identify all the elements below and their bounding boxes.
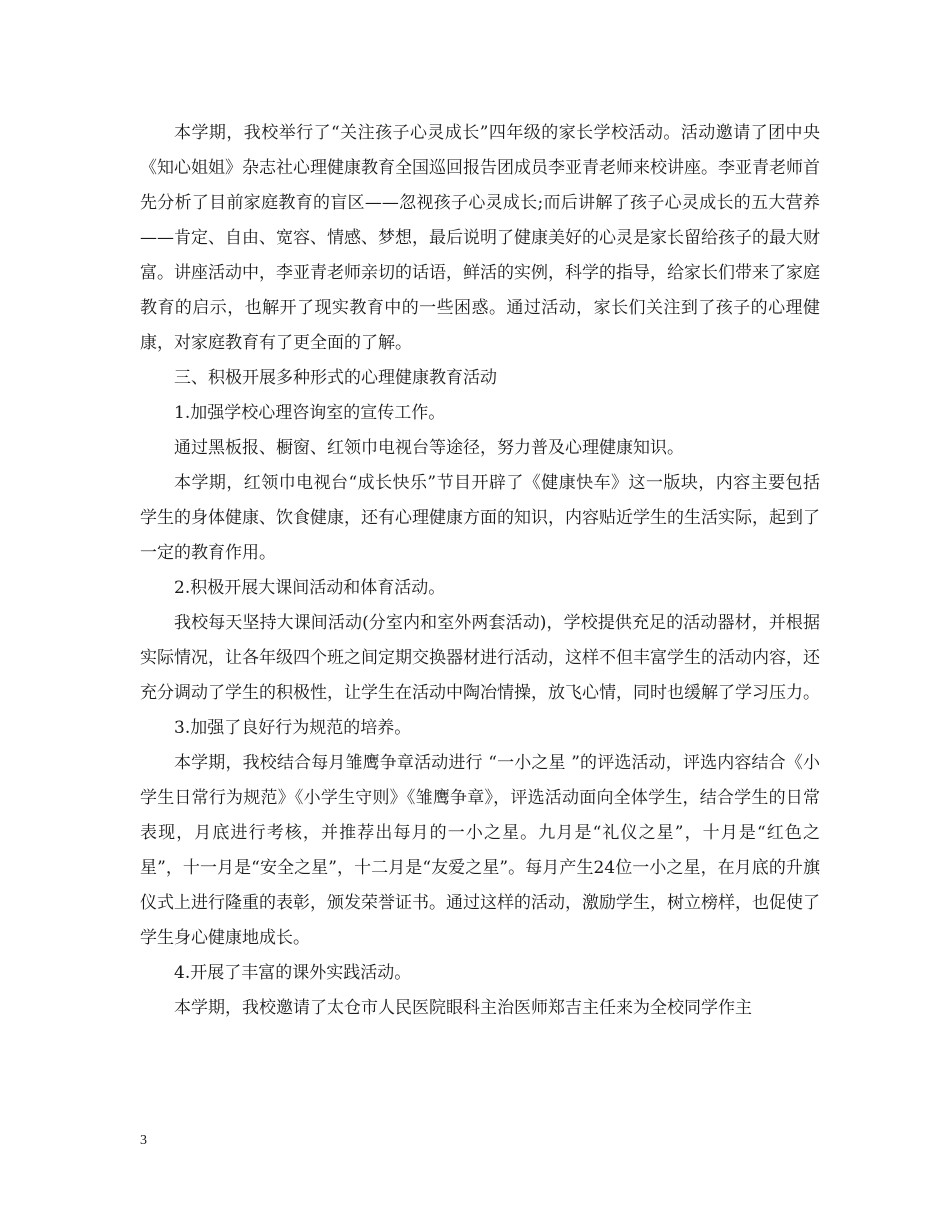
paragraph: 本学期，我校邀请了太仓市人民医院眼科主治医师郑吉主任来为全校同学作主 (174, 998, 752, 1018)
section-heading: 三、积极开展多种形式的心理健康教育活动 (174, 368, 497, 388)
paragraph: 通过黑板报、橱窗、红领巾电视台等途径，努力普及心理健康知识。 (174, 438, 684, 458)
page-number: 3 (140, 1133, 147, 1148)
paragraph: 本学期，红领巾电视台“成长快乐”节目开辟了《健康快车》这一版块，内容主要包括学生的身体健康、饮食健康，还有心理健康方面的知识，内容贴近学生的生活实际，起到了一定的教育作用。 (140, 473, 820, 563)
paragraph: 我校每天坚持大课间活动(分室内和室外两套活动)，学校提供充足的活动器材，并根据实际情况，让各年级四个班之间定期交换器材进行活动，这样不但丰富学生的活动内容，还充分调动了学生的积极性，让学生在活动中陶冶情操，放飞心情，同时也缓解了学习压力。 (140, 613, 820, 703)
subsection-heading: 2.积极开展大课间活动和体育活动。 (174, 578, 446, 598)
document-body (140, 116, 820, 1026)
subsection-heading: 3.加强了良好行为规范的培养。 (174, 718, 412, 738)
subsection-heading: 1.加强学校心理咨询室的宣传工作。 (174, 403, 446, 423)
paragraph: 本学期，我校举行了“关注孩子心灵成长”四年级的家长学校活动。活动邀请了团中央《知心姐姐》杂志社心理健康教育全国巡回报告团成员李亚青老师来校讲座。李亚青老师首先分析了目前家庭教育的盲区——忽视孩子心灵成长;而后讲解了孩子心灵成长的五大营养——肯定、自由、宽容、情感、梦想，最后说明了健康美好的心灵是家长留给孩子的最大财富。讲座活动中，李亚青老师亲切的话语，鲜活的实例，科学的指导，给家长们带来了家庭教育的启示，也解开了现实教育中的一些困惑。通过活动，家长们关注到了孩子的心理健康，对家庭教育有了更全面的了解。 (140, 123, 820, 353)
subsection-heading: 4.开展了丰富的课外实践活动。 (174, 963, 412, 983)
paragraph: 本学期，我校结合每月雏鹰争章活动进行 “一小之星 ”的评选活动，评选内容结合《小学生日常行为规范》《小学生守则》《雏鹰争章》，评选活动面向全体学生，结合学生的日常表现，月底进行考核，并推荐出每月的一小之星。九月是“礼仪之星”，十月是“红色之星”，十一月是“安全之星”，十二月是“友爱之星”。每月产生24位一小之星，在月底的升旗仪式上进行隆重的表彰，颁发荣誉证书。通过这样的活动，激励学生，树立榜样，也促使了学生身心健康地成长。 (140, 753, 820, 948)
